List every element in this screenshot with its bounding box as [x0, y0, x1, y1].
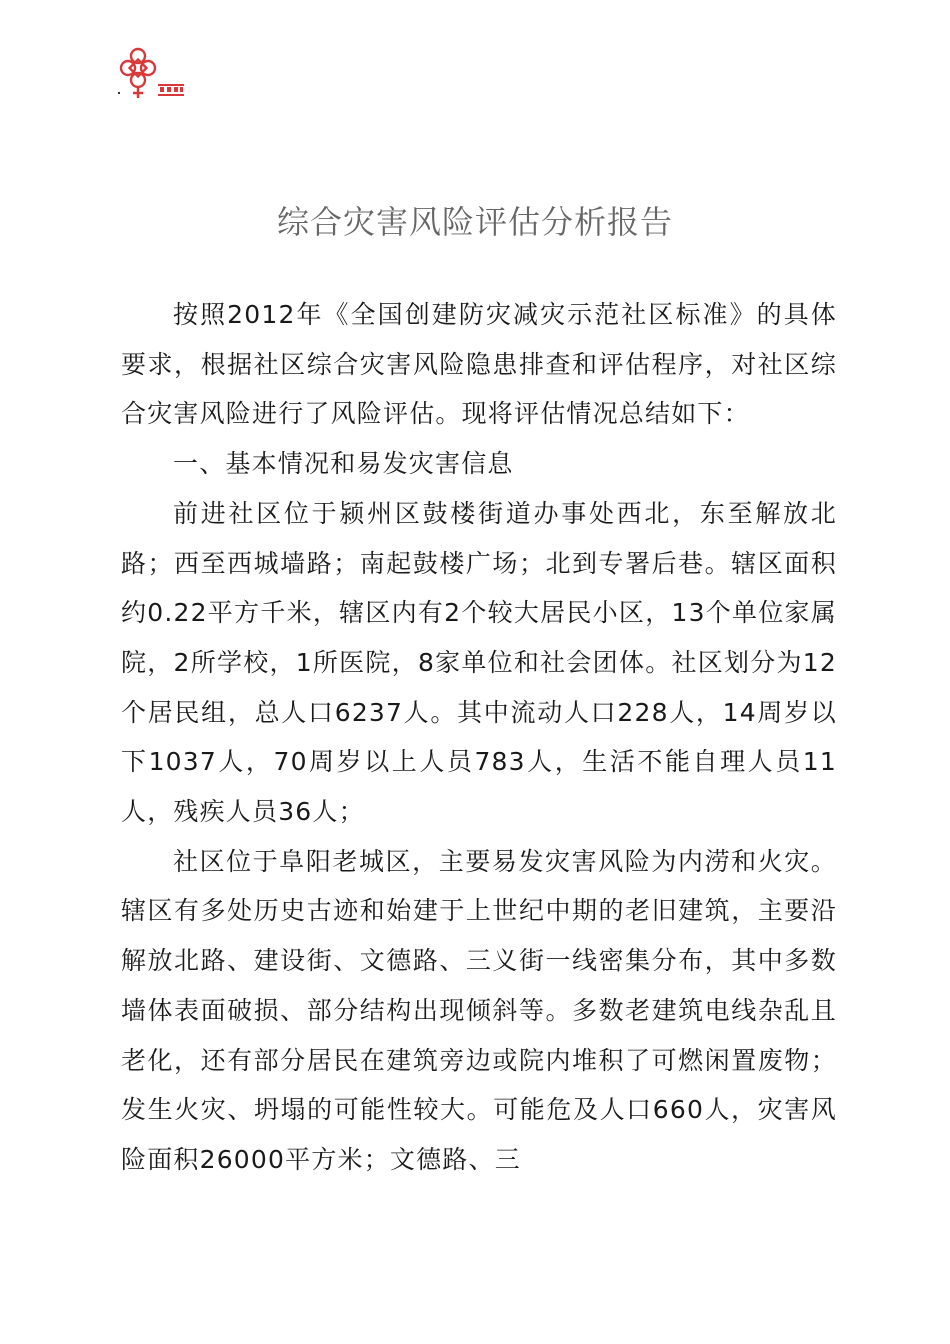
logo-mark-dot	[118, 92, 120, 94]
document-body	[121, 290, 837, 1185]
community-logo-icon	[116, 44, 188, 102]
section-heading: 一、基本情况和易发灾害信息	[173, 449, 514, 479]
basic-info-paragraph: 前进社区位于颍州区鼓楼街道办事处西北，东至解放北路；西至西城墙路；南起鼓楼广场；北到专署后巷。辖区面积约0.22平方千米，辖区内有2个较大居民小区，13个单位家属院，2所学校，1所医院，8家单位和社会团体。社区划分为12个居民组，总人口6237人。其中流动人口228人，14周岁以下1037人，70周岁以上人员783人，生活不能自理人员11人，残疾人员36人；	[121, 498, 837, 827]
document-title: 综合灾害风险评估分析报告	[276, 203, 673, 241]
hazard-risk-paragraph: 社区位于阜阳老城区，主要易发灾害风险为内涝和火灾。辖区有多处历史古迹和始建于上世纪中期的老旧建筑，主要沿解放北路、建设街、文德路、三义街一线密集分布，其中多数墙体表面破损、部分结构出现倾斜等。多数老建筑电线杂乱且老化，还有部分居民在建筑旁边或院内堆积了可燃闲置废物；发生火灾、坍塌的可能性较大。可能危及人口660人，灾害风险面积26000平方米；文德路、三	[121, 846, 837, 1174]
intro-paragraph: 按照2012年《全国创建防灾减灾示范社区标准》的具体要求，根据社区综合灾害风险隐患排查和评估程序，对社区综合灾害风险进行了风险评估。现将评估情况总结如下：	[121, 300, 837, 429]
